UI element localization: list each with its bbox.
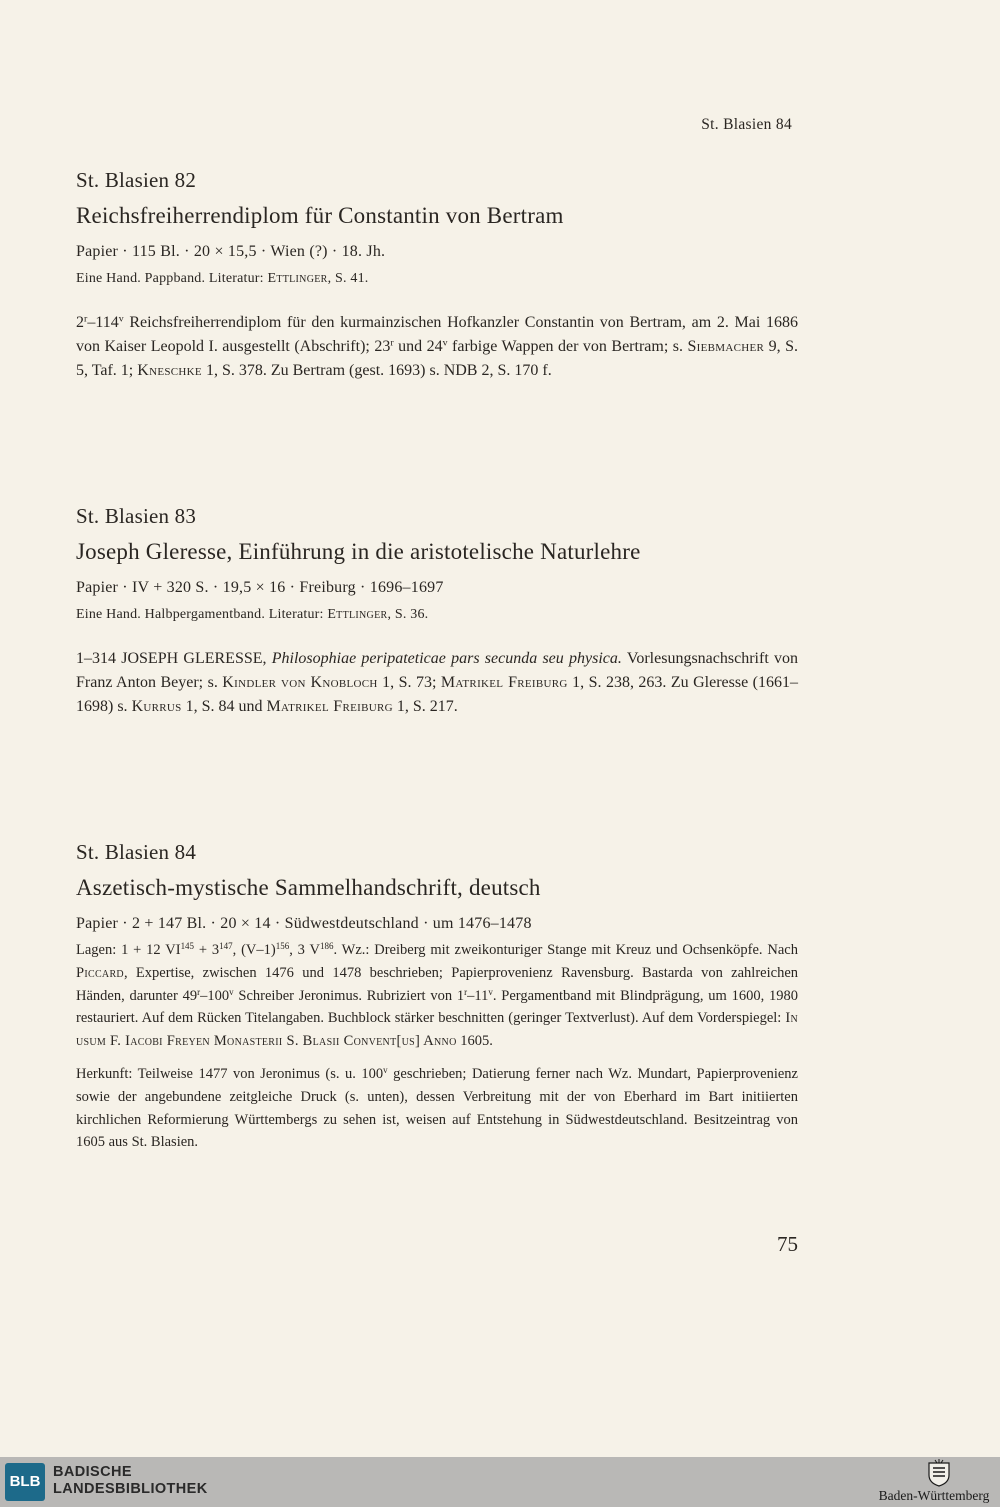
entry-description: 1–314 JOSEPH GLERESSE, Philosophiae peripateticae pars secunda seu physica. Vorlesungsnachschrift von Franz Anton Beyer; s. Kindler von Knobloch 1, S. 73; Matrikel Freiburg 1, S. 238, 263. Zu Gleresse (1661–1698) s. Kurrus 1, S. 84 und Matrikel Freiburg 1, S. 217. — [76, 650, 798, 715]
entry-note: Eine Hand. Halbpergamentband. Literatur: Ettlinger, S. 36. — [76, 607, 429, 622]
entry-description-herkunft: Herkunft: Teilweise 1477 von Jeronimus (s. u. 100$^v$ geschrieben; Datierung ferner nach Wz. Mundart, Papierprovenienz sowie der angebundene zeitgleiche Druck (s. unten), dessen Verbreitung mit der von Eberhard im Bart initiierten kirchlichen Reformierung Württembergs zu sehen ist, weisen auf Entstehung in Südwestdeutschland. Besitzeintrag von 1605 aus St. Blasien. — [76, 1065, 798, 1151]
entry-meta: Papier · IV + 320 S. · 19,5 × 16 · Freiburg · 1696–1697 — [76, 579, 444, 596]
entry-st-blasien-82 — [76, 168, 798, 383]
page-number: 75 — [777, 1232, 798, 1256]
footer-bar — [0, 1457, 1000, 1507]
entry-description-lagen: Lagen: 1 + 12 $VI^{145} + 3^{147}$, $(V-1)^{156}$, 3 $V^{186}$. Wz.: Dreiberg mit zweikonturiger Stange mit Kreuz und Ochsenköpfe. Nach Piccard, Expertise, zwischen 1476 und 1478 beschrieben; Papierprovenienz Ravensburg. Bastarda von zahlreichen Händen, darunter 49$^r$–100$^v$ Schreiber Jeronimus. Rubriziert von 1$^r$–11$^v$. Pergamentband mit Blindprägung, um 1600, 1980 restauriert. Auf dem Rücken Titelangaben. Buchblock stärker beschnitten (geringer Textverlust). Auf dem Vorderspiegel: In usum F. Iacobi Freyen Monasterii S. Blasii Convent[us] Anno 1605. — [76, 941, 799, 1050]
state-name: Baden-Württemberg — [878, 1488, 990, 1503]
entry-note: Eine Hand. Pappband. Literatur: Ettlinger, S. 41. — [76, 271, 369, 286]
running-head: St. Blasien 84 — [701, 116, 792, 133]
entry-signature: St. Blasien 82 — [76, 168, 197, 192]
entry-st-blasien-83 — [76, 504, 798, 719]
library-name: BADISCHE LANDESBIBLIOTHEK — [53, 1464, 208, 1497]
coat-of-arms-icon — [926, 1459, 952, 1487]
entry-st-blasien-84 — [76, 840, 798, 1154]
entry-signature: St. Blasien 83 — [76, 504, 197, 528]
entry-meta: Papier · 115 Bl. · 20 × 15,5 · Wien (?) · 18. Jh. — [76, 243, 386, 260]
entry-description: 2$^r$–114$^v$ Reichsfreiherrendiplom für den kurmainzischen Hofkanzler Constantin von Bertram, am 2. Mai 1686 von Kaiser Leopold I. ausgestellt (Abschrift); 23$^r$ und 24$^v$ farbige Wappen der von Bertram; s. Siebmacher 9, S. 5, Taf. 1; Kneschke 1, S. 378. Zu Bertram (gest. 1693) s. NDB 2, S. 170 f. — [76, 313, 799, 379]
entry-title: Aszetisch-mystische Sammelhandschrift, deutsch — [76, 875, 541, 900]
blb-logo: BLB — [5, 1463, 45, 1501]
entry-title: Reichsfreiherrendiplom für Constantin von Bertram — [76, 203, 564, 228]
entry-meta: Papier · 2 + 147 Bl. · 20 × 14 · Südwestdeutschland · um 1476–1478 — [76, 915, 532, 932]
entry-signature: St. Blasien 84 — [76, 840, 197, 864]
entry-title: Joseph Gleresse, Einführung in die aristotelische Naturlehre — [76, 539, 641, 564]
